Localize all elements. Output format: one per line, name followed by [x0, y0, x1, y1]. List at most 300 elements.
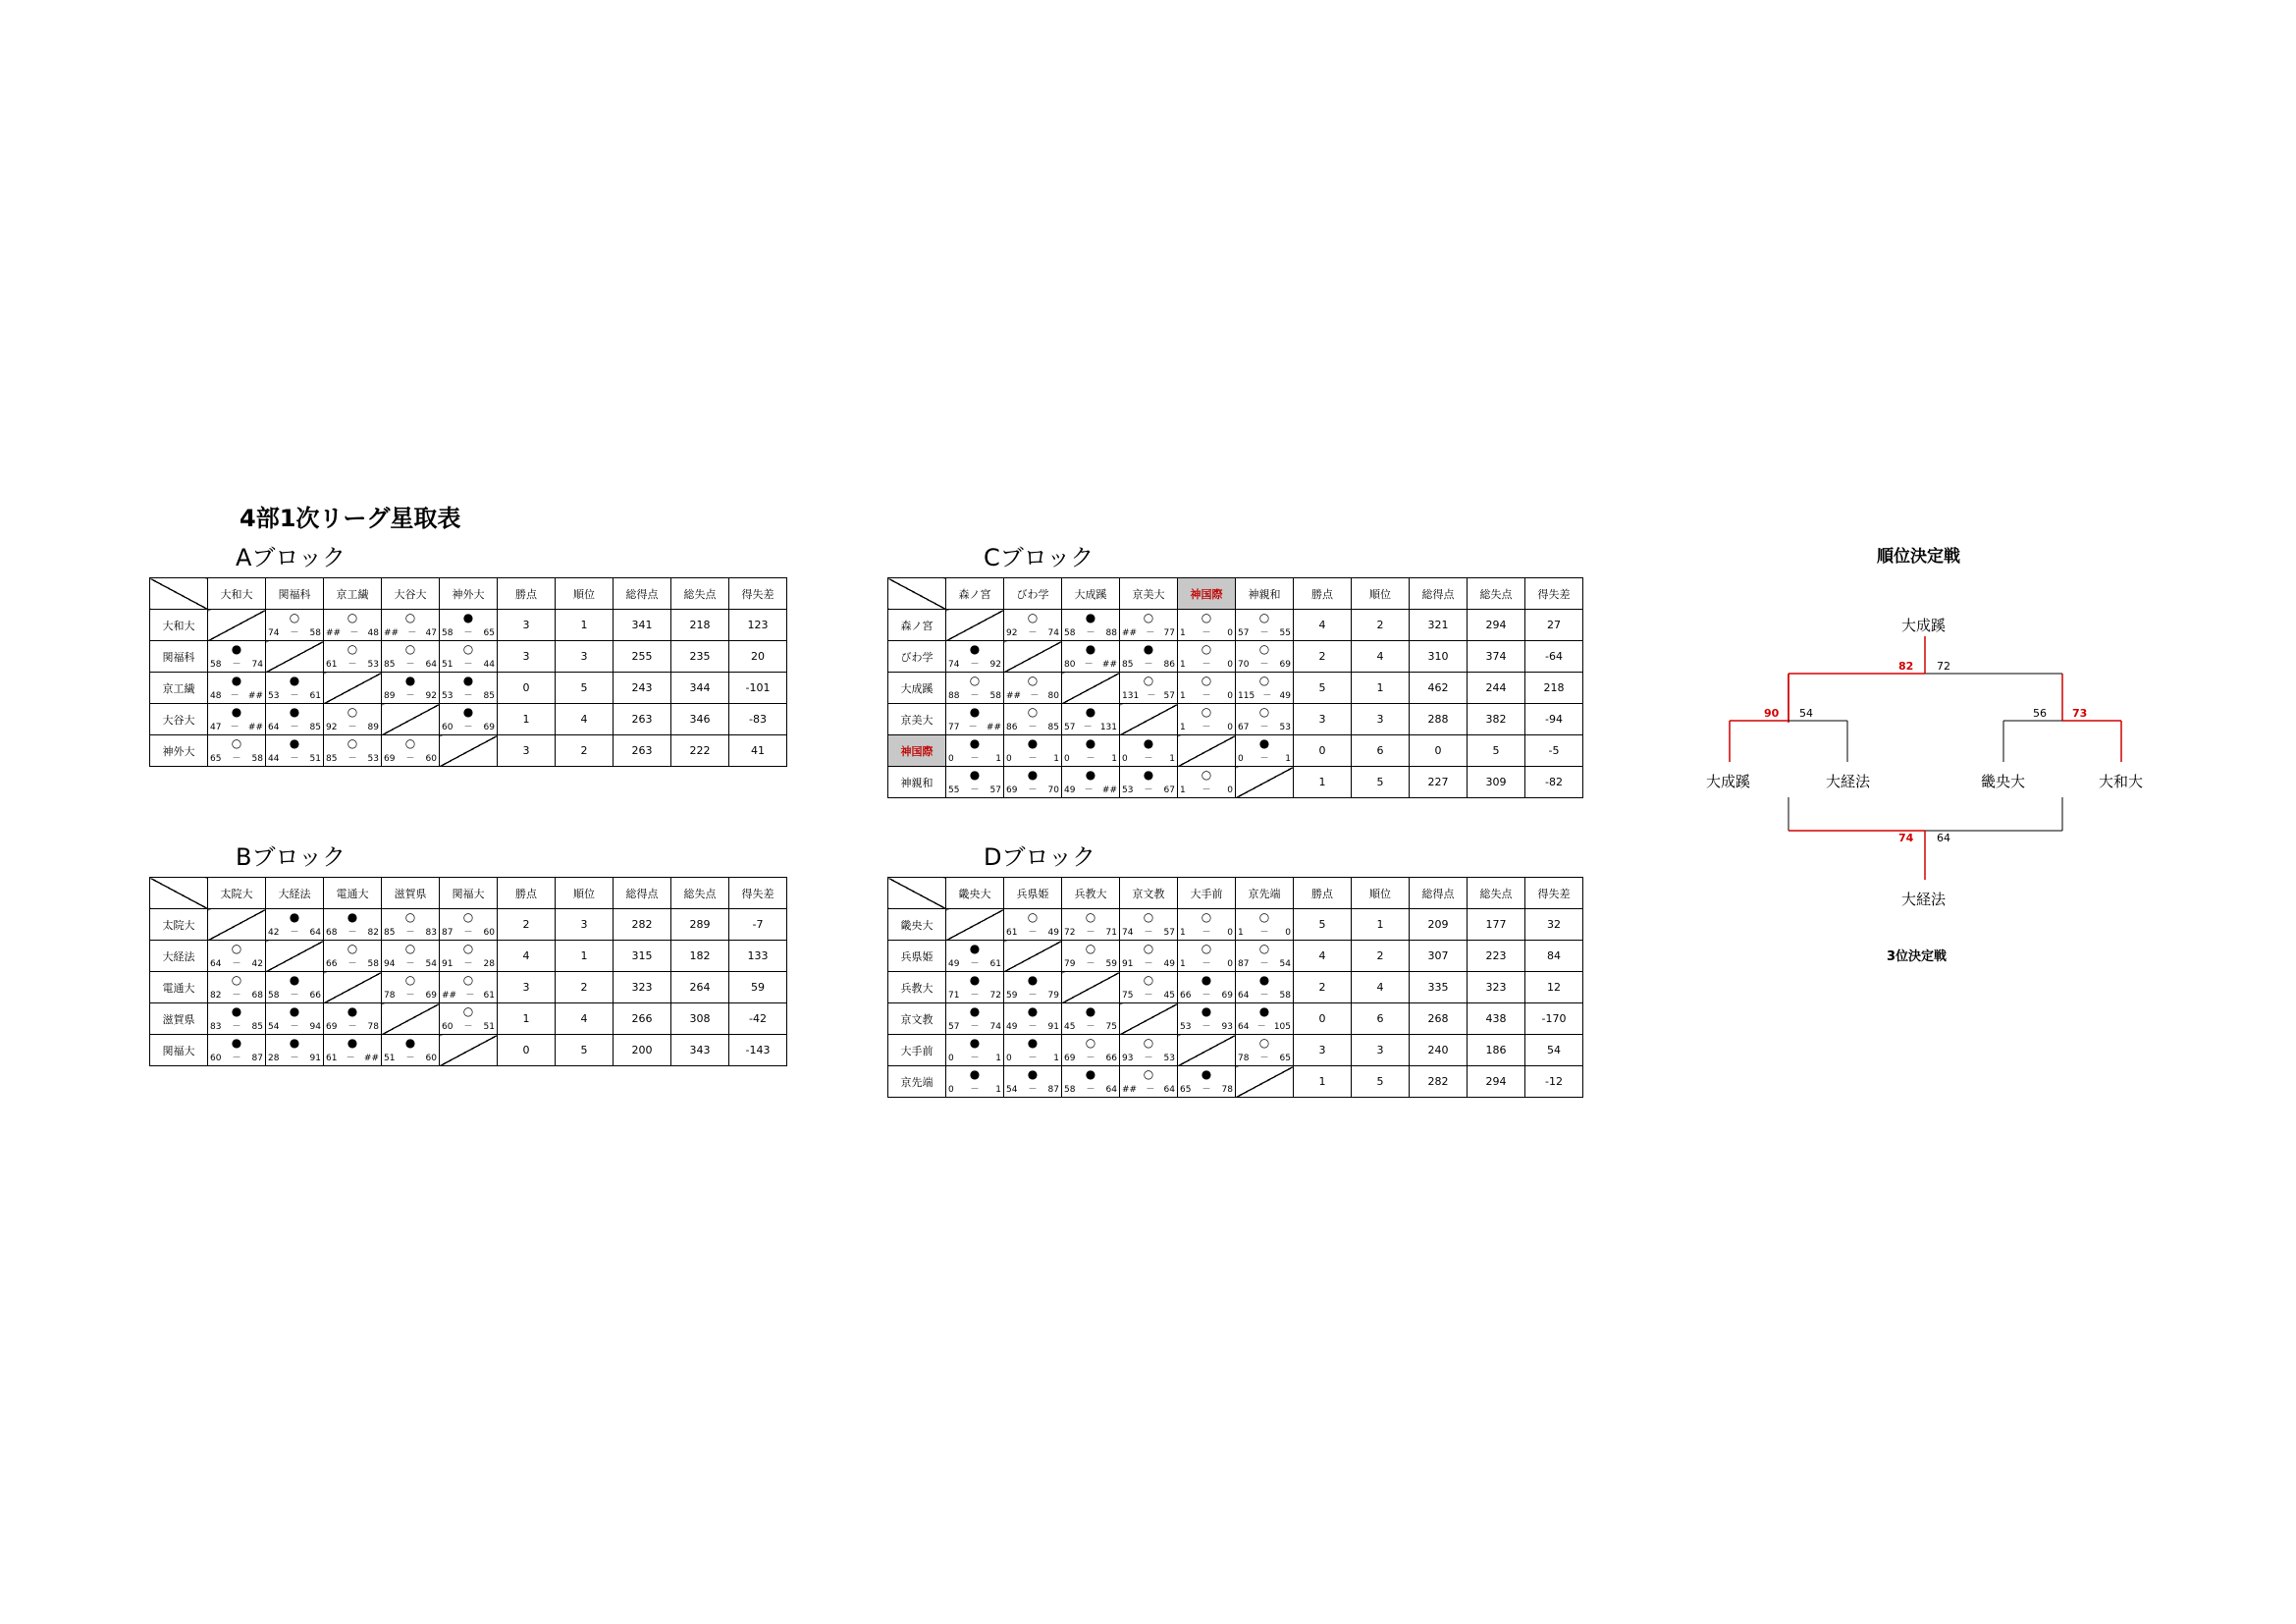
stat-cell: 264 [671, 972, 729, 1003]
loss-mark: ● [289, 973, 300, 987]
score-against: 1 [1285, 754, 1291, 764]
stat-cell: 341 [614, 610, 671, 641]
win-mark: ○ [1258, 942, 1270, 955]
score-dash: － [463, 1022, 473, 1032]
score-dash: － [405, 928, 415, 938]
stat-cell: 4 [556, 704, 614, 735]
stat-cell: 2 [498, 909, 556, 941]
score-dash: － [232, 991, 241, 1001]
score-for: 87 [442, 928, 454, 938]
column-header-team: 関福科 [266, 578, 324, 610]
stat-cell: 2 [1352, 610, 1410, 641]
stat-cell: 382 [1468, 704, 1525, 735]
score-dash: － [1086, 754, 1095, 764]
loss-mark: ● [1027, 1067, 1039, 1081]
row-team-name: 電通大 [150, 972, 208, 1003]
loss-mark: ● [289, 1004, 300, 1018]
stat-cell: 294 [1468, 610, 1525, 641]
column-header-stat: 勝点 [1294, 578, 1352, 610]
score-for: 57 [1238, 628, 1250, 638]
stat-cell: 255 [614, 641, 671, 673]
score-dash: － [1259, 959, 1269, 969]
third-winner: 大経法 [1901, 891, 1947, 908]
score-dash: － [1259, 1054, 1269, 1063]
score-dash: － [230, 691, 240, 701]
column-header-team: 京工繊 [324, 578, 382, 610]
stat-cell: -5 [1525, 735, 1583, 767]
loss-mark: ● [1027, 768, 1039, 782]
loss-mark: ● [969, 768, 981, 782]
loss-mark: ● [1258, 973, 1270, 987]
row-team-name: 大谷大 [150, 704, 208, 735]
score-dash: － [970, 785, 980, 795]
loss-mark: ● [969, 642, 981, 656]
score-dash: － [347, 928, 357, 938]
score-against: 85 [309, 723, 321, 732]
stat-cell: 346 [671, 704, 729, 735]
semi-left-score1: 90 [1764, 707, 1780, 720]
score-dash: － [1084, 660, 1094, 670]
score-dash: － [463, 660, 473, 670]
score-against: 54 [425, 959, 437, 969]
score-against: 1 [1053, 1054, 1059, 1063]
column-header-team: 大谷大 [382, 578, 440, 610]
score-against: 88 [1105, 628, 1117, 638]
score-for: 66 [1180, 991, 1192, 1001]
score-against: 60 [483, 928, 495, 938]
stat-cell: 218 [1525, 673, 1583, 704]
score-dash: － [1201, 1022, 1211, 1032]
score-dash: － [232, 1054, 241, 1063]
stat-cell: 310 [1410, 641, 1468, 673]
score-dash: － [290, 928, 299, 938]
column-header-team: 兵県姫 [1004, 878, 1062, 909]
score-against: 58 [309, 628, 321, 638]
score-against: 0 [1227, 723, 1233, 732]
loss-mark: ● [462, 674, 474, 687]
score-against: 49 [1047, 928, 1059, 938]
score-against: 42 [251, 959, 263, 969]
block-b-title: Bブロック [236, 843, 346, 871]
row-team-name: 神国際 [888, 735, 946, 767]
win-mark: ○ [1258, 705, 1270, 719]
stat-cell: 209 [1410, 909, 1468, 941]
score-for: 1 [1180, 785, 1186, 795]
stat-cell: 200 [614, 1035, 671, 1066]
score-for: 85 [384, 660, 396, 670]
stat-cell: 84 [1525, 941, 1583, 972]
score-dash: － [1259, 628, 1269, 638]
stat-cell: 3 [498, 641, 556, 673]
score-for: 65 [1180, 1085, 1192, 1095]
score-dash: － [1086, 1054, 1095, 1063]
loss-mark: ● [347, 910, 358, 924]
column-header-stat: 得失差 [1525, 578, 1583, 610]
score-for: ## [384, 628, 400, 638]
score-for: 74 [948, 660, 960, 670]
score-dash: － [1028, 991, 1038, 1001]
score-dash: － [1201, 991, 1211, 1001]
stat-cell: 1 [1352, 673, 1410, 704]
stat-cell: 1 [1294, 1066, 1352, 1098]
score-against: 58 [367, 959, 379, 969]
score-dash: － [1201, 785, 1211, 795]
score-dash: － [405, 660, 415, 670]
stat-cell: 218 [671, 610, 729, 641]
score-against: 49 [1279, 691, 1291, 701]
stat-cell: 307 [1410, 941, 1468, 972]
row-team-name: 大経法 [150, 941, 208, 972]
win-mark: ○ [462, 1004, 474, 1018]
win-mark: ○ [1143, 910, 1154, 924]
stat-cell: 268 [1410, 1003, 1468, 1035]
stat-cell: 308 [671, 1003, 729, 1035]
win-mark: ○ [1085, 942, 1096, 955]
row-team-name: 大成蹊 [888, 673, 946, 704]
block-c-title: Cブロック [984, 544, 1095, 571]
stat-cell: 282 [614, 909, 671, 941]
column-header-stat: 順位 [1352, 578, 1410, 610]
loss-mark: ● [1027, 1004, 1039, 1018]
score-against: 58 [1279, 991, 1291, 1001]
score-for: 91 [1122, 959, 1134, 969]
win-mark: ○ [1085, 910, 1096, 924]
score-against: 0 [1227, 660, 1233, 670]
score-against: 48 [367, 628, 379, 638]
win-mark: ○ [1027, 705, 1039, 719]
column-header-stat: 総失点 [1468, 578, 1525, 610]
score-for: 0 [948, 1054, 954, 1063]
score-against: 87 [1047, 1085, 1059, 1095]
score-for: 51 [384, 1054, 396, 1063]
win-mark: ○ [404, 736, 416, 750]
score-against: 53 [367, 660, 379, 670]
score-for: 45 [1064, 1022, 1076, 1032]
stat-cell: 235 [671, 641, 729, 673]
score-dash: － [1028, 1022, 1038, 1032]
score-against: 74 [251, 660, 263, 670]
score-for: 44 [268, 754, 280, 764]
win-mark: ○ [1085, 1036, 1096, 1050]
score-for: ## [442, 991, 457, 1001]
stat-cell: 315 [614, 941, 671, 972]
score-dash: － [1144, 959, 1153, 969]
score-for: 0 [948, 1085, 954, 1095]
win-mark: ○ [462, 942, 474, 955]
stat-cell: 1 [556, 941, 614, 972]
score-against: ## [986, 723, 1001, 732]
score-dash: － [1028, 928, 1038, 938]
column-header-stat: 総失点 [1468, 878, 1525, 909]
score-against: 1 [995, 1085, 1001, 1095]
score-for: 61 [326, 660, 338, 670]
loss-mark: ● [969, 1036, 981, 1050]
score-for: 1 [1180, 959, 1186, 969]
score-against: 69 [1221, 991, 1233, 1001]
stat-cell: 438 [1468, 1003, 1525, 1035]
score-for: 78 [1238, 1054, 1250, 1063]
score-for: 60 [442, 1022, 454, 1032]
column-header-team: 大成蹊 [1062, 578, 1120, 610]
win-mark: ○ [1027, 910, 1039, 924]
stat-cell: 6 [1352, 1003, 1410, 1035]
stat-cell: 5 [556, 1035, 614, 1066]
loss-mark: ● [969, 705, 981, 719]
loss-mark: ● [231, 1004, 242, 1018]
score-against: 0 [1227, 691, 1233, 701]
stat-cell: -143 [729, 1035, 787, 1066]
row-team-name: 兵教大 [888, 972, 946, 1003]
score-for: 80 [1064, 660, 1076, 670]
score-for: 85 [1122, 660, 1134, 670]
score-against: 1 [995, 1054, 1001, 1063]
third-place-label: 3位決定戦 [1887, 949, 1948, 964]
column-header-team: 大和大 [208, 578, 266, 610]
loss-mark: ● [231, 674, 242, 687]
score-against: 71 [1105, 928, 1117, 938]
score-dash: － [290, 691, 299, 701]
row-team-name: 滋賀県 [150, 1003, 208, 1035]
score-dash: － [970, 1085, 980, 1095]
stat-cell: 309 [1468, 767, 1525, 798]
stat-cell: 263 [614, 704, 671, 735]
stat-cell: 323 [1468, 972, 1525, 1003]
score-for: 57 [948, 1022, 960, 1032]
stat-cell: 1 [556, 610, 614, 641]
column-header-stat: 順位 [1352, 878, 1410, 909]
score-for: 1 [1238, 928, 1244, 938]
stat-cell: 240 [1410, 1035, 1468, 1066]
stat-cell: 5 [1468, 735, 1525, 767]
score-against: 85 [251, 1022, 263, 1032]
score-for: ## [326, 628, 342, 638]
stat-cell: 282 [1410, 1066, 1468, 1098]
score-dash: － [1201, 928, 1211, 938]
column-header-team: 神国際 [1178, 578, 1236, 610]
loss-mark: ● [404, 674, 416, 687]
stat-cell: 0 [498, 673, 556, 704]
final-score-right: 72 [1937, 660, 1950, 673]
score-dash: － [1028, 754, 1038, 764]
stat-cell: 5 [1352, 767, 1410, 798]
score-dash: － [1259, 928, 1269, 938]
loss-mark: ● [969, 973, 981, 987]
score-for: 65 [210, 754, 222, 764]
score-against: 74 [989, 1022, 1001, 1032]
score-against: 68 [251, 991, 263, 1001]
score-against: 1 [1169, 754, 1175, 764]
score-for: 77 [948, 723, 960, 732]
score-against: 61 [309, 691, 321, 701]
stat-cell: 335 [1410, 972, 1468, 1003]
score-against: 92 [425, 691, 437, 701]
stat-cell: 321 [1410, 610, 1468, 641]
win-mark: ○ [1258, 674, 1270, 687]
score-against: 44 [483, 660, 495, 670]
win-mark: ○ [347, 611, 358, 624]
score-dash: － [1201, 660, 1211, 670]
score-against: 69 [425, 991, 437, 1001]
score-for: 28 [268, 1054, 280, 1063]
score-dash: － [347, 660, 357, 670]
score-against: 131 [1099, 723, 1117, 732]
column-header-team: 神外大 [440, 578, 498, 610]
stat-cell: 5 [1352, 1066, 1410, 1098]
score-dash: － [232, 1022, 241, 1032]
stat-cell: 344 [671, 673, 729, 704]
score-against: 80 [1047, 691, 1059, 701]
score-against: 0 [1285, 928, 1291, 938]
score-for: 67 [1238, 723, 1250, 732]
score-dash: － [1144, 991, 1153, 1001]
win-mark: ○ [1027, 611, 1039, 624]
score-against: 94 [309, 1022, 321, 1032]
score-for: 64 [268, 723, 280, 732]
stat-cell: 5 [556, 673, 614, 704]
stat-cell: 0 [1294, 1003, 1352, 1035]
score-against: 93 [1221, 1022, 1233, 1032]
score-for: 47 [210, 723, 222, 732]
score-against: 60 [425, 1054, 437, 1063]
score-dash: － [1259, 723, 1269, 732]
score-against: 0 [1227, 959, 1233, 969]
loss-mark: ● [1085, 768, 1096, 782]
stat-cell: 3 [1352, 1035, 1410, 1066]
score-dash: － [346, 1054, 355, 1063]
score-against: 91 [309, 1054, 321, 1063]
win-mark: ○ [404, 942, 416, 955]
score-against: 55 [1279, 628, 1291, 638]
score-against: 0 [1227, 628, 1233, 638]
score-for: 87 [1238, 959, 1250, 969]
score-for: 58 [210, 660, 222, 670]
score-dash: － [1259, 991, 1269, 1001]
score-for: 60 [442, 723, 454, 732]
score-dash: － [347, 1022, 357, 1032]
stat-cell: 3 [498, 972, 556, 1003]
column-header-team: 兵教大 [1062, 878, 1120, 909]
score-dash: － [290, 991, 299, 1001]
score-against: 65 [483, 628, 495, 638]
loss-mark: ● [1201, 1004, 1212, 1018]
win-mark: ○ [404, 910, 416, 924]
score-for: 64 [210, 959, 222, 969]
win-mark: ○ [1201, 611, 1212, 624]
score-for: 0 [1064, 754, 1070, 764]
score-for: 69 [1064, 1054, 1076, 1063]
score-against: 47 [425, 628, 437, 638]
score-for: 51 [442, 660, 454, 670]
score-for: 49 [1064, 785, 1076, 795]
loss-mark: ● [462, 705, 474, 719]
score-for: 86 [1006, 723, 1018, 732]
loss-mark: ● [969, 736, 981, 750]
score-against: 45 [1163, 991, 1175, 1001]
score-for: 0 [1122, 754, 1128, 764]
score-for: 53 [268, 691, 280, 701]
semi-left-team1: 大成蹊 [1706, 773, 1751, 790]
score-dash: － [232, 754, 241, 764]
score-against: 75 [1105, 1022, 1117, 1032]
win-mark: ○ [404, 973, 416, 987]
win-mark: ○ [1258, 611, 1270, 624]
score-dash: － [290, 1054, 299, 1063]
score-dash: － [968, 723, 978, 732]
score-dash: － [1028, 785, 1038, 795]
score-against: 57 [1163, 691, 1175, 701]
score-for: 83 [210, 1022, 222, 1032]
win-mark: ○ [289, 611, 300, 624]
score-against: 64 [1163, 1085, 1175, 1095]
column-header-stat: 総失点 [671, 878, 729, 909]
score-against: 51 [309, 754, 321, 764]
score-against: ## [1101, 785, 1117, 795]
win-mark: ○ [1143, 942, 1154, 955]
row-team-name: 神外大 [150, 735, 208, 767]
semi-left-score2: 54 [1799, 707, 1813, 720]
stat-cell: 123 [729, 610, 787, 641]
score-for: 75 [1122, 991, 1134, 1001]
semi-right-score2: 73 [2072, 707, 2088, 720]
score-against: 57 [989, 785, 1001, 795]
score-against: 1 [995, 754, 1001, 764]
stat-cell: 223 [1468, 941, 1525, 972]
win-mark: ○ [1027, 674, 1039, 687]
bracket-champion: 大成蹊 [1901, 617, 1947, 634]
score-for: 131 [1122, 691, 1140, 701]
stat-cell: 1 [498, 1003, 556, 1035]
score-dash: － [970, 959, 980, 969]
score-for: 92 [326, 723, 338, 732]
score-against: ## [247, 723, 263, 732]
page-title: 4部1次リーグ星取表 [240, 505, 461, 532]
loss-mark: ● [289, 736, 300, 750]
score-for: ## [1122, 1085, 1138, 1095]
column-header-team: びわ学 [1004, 578, 1062, 610]
stat-cell: 266 [614, 1003, 671, 1035]
bracket-title: 順位決定戦 [1877, 547, 1960, 567]
stat-cell: 41 [729, 735, 787, 767]
score-for: 69 [1006, 785, 1018, 795]
score-against: 78 [367, 1022, 379, 1032]
score-for: 1 [1180, 723, 1186, 732]
loss-mark: ● [1085, 1067, 1096, 1081]
score-against: 85 [483, 691, 495, 701]
score-for: 85 [326, 754, 338, 764]
score-dash: － [1144, 928, 1153, 938]
stat-cell: 1 [498, 704, 556, 735]
score-dash: － [1028, 723, 1038, 732]
stat-cell: 2 [1294, 641, 1352, 673]
score-dash: － [290, 1022, 299, 1032]
stat-cell: 3 [498, 735, 556, 767]
win-mark: ○ [231, 973, 242, 987]
loss-mark: ● [289, 705, 300, 719]
score-for: 64 [1238, 991, 1250, 1001]
loss-mark: ● [969, 942, 981, 955]
stat-cell: 294 [1468, 1066, 1525, 1098]
column-header-team: 森ノ宮 [946, 578, 1004, 610]
score-against: 57 [1163, 928, 1175, 938]
score-for: 78 [384, 991, 396, 1001]
score-against: 85 [1047, 723, 1059, 732]
score-for: 66 [326, 959, 338, 969]
stat-cell: 4 [556, 1003, 614, 1035]
score-against: 69 [1279, 660, 1291, 670]
score-dash: － [407, 628, 417, 638]
loss-mark: ● [231, 642, 242, 656]
score-for: 59 [1006, 991, 1018, 1001]
